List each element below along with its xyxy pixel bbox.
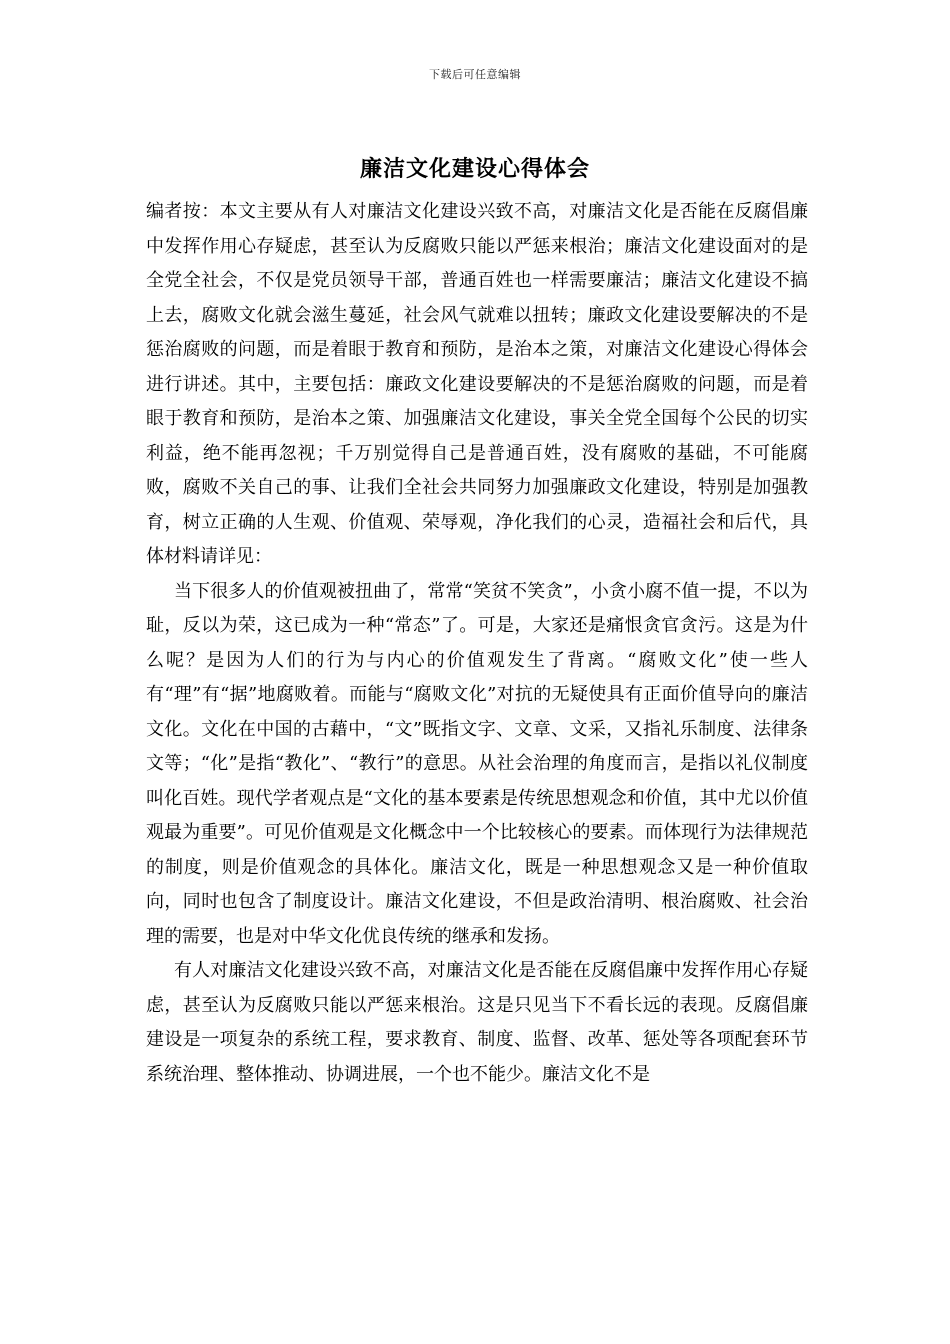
header-note: 下载后可任意编辑 xyxy=(429,68,521,81)
body-paragraph: 当下很多人的价值观被扭曲了，常常“笑贫不笑贪”，小贪小腐不值一提，不以为耻，反以为荣，这已成为一种“常态”了。可是，大家还是痛恨贪官贪污。这是为什么呢？是因为人们的行为与内心的价值观发生了背离。“腐败文化”使一些人有“理”有“据”地腐败着。而能与“腐败文化”对抗的无疑使具有正面价值导向的廉洁文化。文化在中国的古藉中，“文”既指文字、文章、文采，又指礼乐制度、法律条文等；“化”是指“教化”、“教行”的意思。从社会治理的角度而言，是指以礼仪制度叫化百姓。现代学者观点是“文化的基本要素是传统思想观念和价值，其中尤以价值观最为重要”。可见价值观是文化概念中一个比较核心的要素。而体现行为法律规范的制度，则是价值观念的具体化。廉洁文化，既是一种思想观念又是一种价值取向，同时也包含了制度设计。廉洁文化建设，不但是政治清明、根治腐败、社会治理的需要，也是对中华文化优良传统的继承和发扬。 xyxy=(146,580,808,947)
document-title: 廉洁文化建设心得体会 xyxy=(359,156,590,182)
body-paragraph: 有人对廉洁文化建设兴致不高，对廉洁文化是否能在反腐倡廉中发挥作用心存疑虑，甚至认为反腐败只能以严惩来根治。这是只见当下不看长远的表现。反腐倡廉建设是一项复杂的系统工程，要求教育、制度、监督、改革、惩处等各项配套环节系统治理、整体推动、协调进展，一个也不能少。廉洁文化不是 xyxy=(146,960,808,1085)
editor-note-paragraph: 编者按：本文主要从有人对廉洁文化建设兴致不高，对廉洁文化是否能在反腐倡廉中发挥作用心存疑虑，甚至认为反腐败只能以严惩来根治；廉洁文化建设面对的是全党全社会，不仅是党员领导干部，普通百姓也一样需要廉洁；廉洁文化建设不搞上去，腐败文化就会滋生蔓延，社会风气就难以扭转；廉政文化建设要解决的不是惩治腐败的问题，而是着眼于教育和预防，是治本之策，对廉洁文化建设心得体会进行讲述。其中，主要包括：廉政文化建设要解决的不是惩治腐败的问题，而是着眼于教育和预防，是治本之策、加强廉洁文化建设，事关全党全国每个公民的切实利益，绝不能再忽视；千万别觉得自己是普通百姓，没有腐败的基础，不可能腐败，腐败不关自己的事、让我们全社会共同努力加强廉政文化建设，特别是加强教育，树立正确的人生观、价值观、荣辱观，净化我们的心灵，造福社会和后代，具体材料请详见： xyxy=(146,201,808,567)
document-body xyxy=(146,195,808,1092)
